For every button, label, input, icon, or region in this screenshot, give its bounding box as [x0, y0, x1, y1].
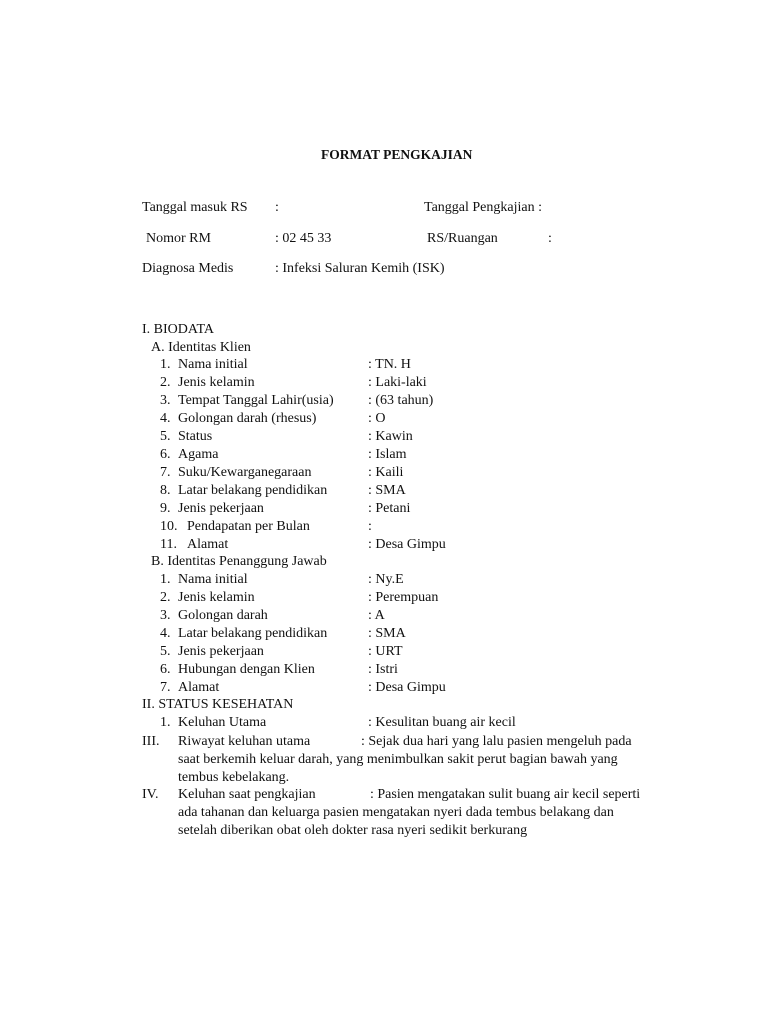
penanggung-item-label: Nama initial — [178, 572, 248, 587]
klien-item-label: Jenis pekerjaan — [178, 501, 264, 516]
rs-ruangan-value: : — [548, 231, 552, 246]
penanggung-item-label: Latar belakang pendidikan — [178, 626, 328, 641]
penanggung-item-num: 6. — [160, 662, 171, 677]
penanggung-item-label: Jenis pekerjaan — [178, 644, 264, 659]
klien-item-value: : O — [368, 411, 386, 426]
penanggung-item-num: 3. — [160, 608, 171, 623]
klien-item-label: Tempat Tanggal Lahir(usia) — [178, 393, 334, 408]
klien-item-label: Status — [178, 429, 213, 444]
penanggung-item-num: 2. — [160, 590, 171, 605]
penanggung-item-num: 1. — [160, 572, 171, 587]
tanggal-masuk-value: : — [275, 200, 279, 215]
identitas-penanggung-heading: B. Identitas Penanggung Jawab — [151, 554, 327, 569]
penanggung-item-value: : Desa Gimpu — [368, 680, 446, 695]
klien-item-num: 6. — [160, 447, 171, 462]
klien-item-label: Jenis kelamin — [178, 375, 255, 390]
penanggung-item-label: Hubungan dengan Klien — [178, 662, 315, 677]
klien-item-num: 4. — [160, 411, 171, 426]
klien-item-label: Suku/Kewarganegaraan — [178, 465, 312, 480]
klien-item-num: 1. — [160, 357, 171, 372]
penanggung-item-value: : A — [368, 608, 385, 623]
klien-item-num: 7. — [160, 465, 171, 480]
penanggung-item-value: : Istri — [368, 662, 398, 677]
diagnosa-value: : Infeksi Saluran Kemih (ISK) — [275, 261, 445, 276]
document-title: FORMAT PENGKAJIAN — [321, 147, 473, 162]
nomor-rm-label: Nomor RM — [146, 231, 211, 246]
klien-item-num: 9. — [160, 501, 171, 516]
rs-ruangan-label: RS/Ruangan — [427, 231, 498, 246]
keluhan-utama-value: : Kesulitan buang air kecil — [368, 715, 516, 730]
identitas-klien-heading: A. Identitas Klien — [151, 340, 251, 355]
klien-item-num: 8. — [160, 483, 171, 498]
klien-item-value: : Kaili — [368, 465, 404, 480]
penanggung-item-value: : Perempuan — [368, 590, 439, 605]
keluhan-line-2: ada tahanan dan keluarga pasien mengatakan nyeri dada tembus belakang dan — [178, 805, 614, 820]
section-keluhan-num: IV. — [142, 787, 159, 802]
penanggung-item-label: Jenis kelamin — [178, 590, 255, 605]
klien-item-label: Golongan darah (rhesus) — [178, 411, 317, 426]
penanggung-item-label: Golongan darah — [178, 608, 268, 623]
nomor-rm-value: : 02 45 33 — [275, 231, 332, 246]
klien-item-num: 11. — [160, 537, 177, 552]
section-biodata-heading: I. BIODATA — [142, 322, 214, 337]
keluhan-line-3: setelah diberikan obat oleh dokter rasa nyeri sedikit berkurang — [178, 823, 528, 838]
klien-item-num: 10. — [160, 519, 178, 534]
penanggung-item-num: 7. — [160, 680, 171, 695]
riwayat-line-3: tembus kebelakang. — [178, 770, 290, 785]
keluhan-pengkajian-value: : Pasien mengatakan sulit buang air kecil seperti — [370, 787, 641, 802]
klien-item-num: 5. — [160, 429, 171, 444]
section-riwayat-num: III. — [142, 734, 160, 749]
keluhan-utama-num: 1. — [160, 715, 171, 730]
klien-item-value: : (63 tahun) — [368, 393, 434, 408]
klien-item-num: 2. — [160, 375, 171, 390]
section-status-heading: II. STATUS KESEHATAN — [142, 697, 294, 712]
klien-item-value: : SMA — [368, 483, 406, 498]
klien-item-value: : Petani — [368, 501, 411, 516]
keluhan-pengkajian-label: Keluhan saat pengkajian — [178, 787, 316, 802]
klien-item-value: : Kawin — [368, 429, 413, 444]
riwayat-label: Riwayat keluhan utama — [178, 734, 311, 749]
klien-item-value: : Islam — [368, 447, 407, 462]
keluhan-utama-label: Keluhan Utama — [178, 715, 267, 730]
diagnosa-label: Diagnosa Medis — [142, 261, 234, 276]
klien-item-value: : Laki-laki — [368, 375, 427, 390]
penanggung-item-value: : SMA — [368, 626, 406, 641]
tanggal-pengkajian: Tanggal Pengkajian : — [424, 200, 542, 215]
klien-item-label: Latar belakang pendidikan — [178, 483, 328, 498]
tanggal-masuk-label: Tanggal masuk RS — [142, 200, 248, 215]
klien-item-num: 3. — [160, 393, 171, 408]
penanggung-item-value: : URT — [368, 644, 403, 659]
klien-item-label: Alamat — [187, 537, 229, 552]
klien-item-label: Nama initial — [178, 357, 248, 372]
penanggung-item-num: 5. — [160, 644, 171, 659]
klien-item-label: Agama — [178, 447, 219, 462]
penanggung-item-num: 4. — [160, 626, 171, 641]
klien-item-value: : — [368, 519, 372, 534]
penanggung-item-label: Alamat — [178, 680, 220, 695]
klien-item-value: : Desa Gimpu — [368, 537, 446, 552]
klien-item-label: Pendapatan per Bulan — [187, 519, 310, 534]
penanggung-item-value: : Ny.E — [368, 572, 404, 587]
riwayat-value: : Sejak dua hari yang lalu pasien mengeluh pada — [361, 734, 632, 749]
klien-item-value: : TN. H — [368, 357, 411, 372]
riwayat-line-2: saat berkemih keluar darah, yang menimbulkan sakit perut bagian bawah yang — [178, 752, 618, 767]
